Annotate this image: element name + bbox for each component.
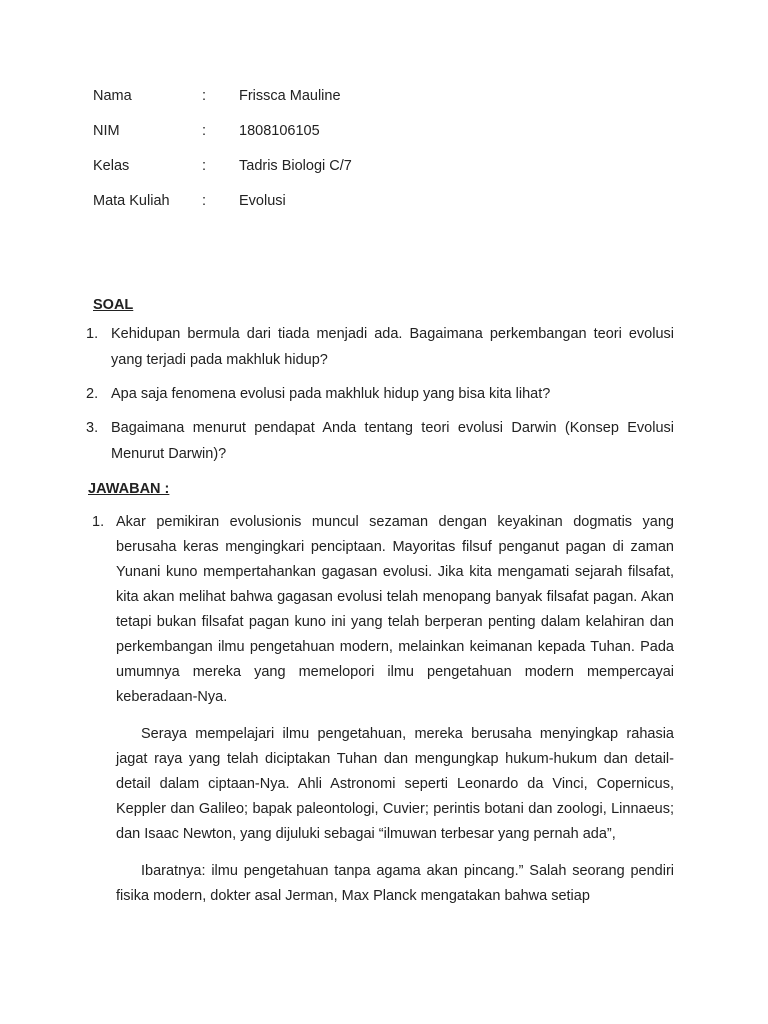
question-number: 3.: [86, 420, 99, 436]
question-text: Bagaimana menurut pendapat Anda tentang teori evolusi Darwin (Konsep Evolusi Menurut Darwin)?: [111, 420, 674, 462]
question-number: 2.: [86, 386, 99, 402]
identity-label: NIM: [93, 123, 120, 139]
identity-colon: :: [202, 193, 207, 209]
identity-label: Kelas: [93, 158, 130, 174]
question-item: [86, 381, 674, 407]
soal-heading: SOAL: [93, 297, 134, 313]
identity-row-mata-kuliah: [93, 191, 673, 226]
identity-value: Frissca Mauline: [239, 88, 341, 104]
answer-paragraph: Akar pemikiran evolusionis muncul sezaman dengan keyakinan dogmatis yang berusaha keras mengingkari penciptaan. Mayoritas filsuf penganut pagan di zaman Yunani kuno mempertahankan gagasan evolusi. Jika kita mengamati sejarah filsafat, kita akan melihat bahwa gagasan evolusi telah menopang banyak filsafat pagan. Akan tetapi bukan filsafat pagan kuno ini yang telah berperan penting dalam kelahiran dan perkembangan ilmu pengetahuan modern, melainkan keimanan kepada Tuhan. Pada umumnya mereka yang memelopori ilmu pengetahuan modern mempercayai keberadaan-Nya.: [116, 514, 674, 705]
question-list: [86, 321, 674, 475]
identity-colon: :: [202, 123, 207, 139]
answer-item: [92, 510, 674, 909]
identity-value: Tadris Biologi C/7: [239, 158, 352, 174]
identity-value: 1808106105: [239, 123, 320, 139]
answer-list: [92, 510, 674, 921]
identity-colon: :: [202, 88, 207, 104]
answer-number: 1.: [92, 514, 105, 530]
identity-colon: :: [202, 158, 207, 174]
identity-row-nim: [93, 121, 673, 156]
identity-row-nama: [93, 86, 673, 121]
identity-value: Evolusi: [239, 193, 286, 209]
answer-paragraph: Seraya mempelajari ilmu pengetahuan, mereka berusaha menyingkap rahasia jagat raya yang telah diciptakan Tuhan dan mengungkap hukum-hukum dan detail-detail dalam ciptaan-Nya. Ahli Astronomi seperti Leonardo da Vinci, Copernicus, Keppler dan Galileo; bapak paleontologi, Cuvier; perintis botani dan zoologi, Linnaeus; dan Isaac Newton, yang dijuluki sebagai “ilmuwan terbesar yang pernah ada”,: [116, 726, 674, 842]
question-text: Apa saja fenomena evolusi pada makhluk hidup yang bisa kita lihat?: [111, 386, 551, 402]
question-item: [86, 415, 674, 467]
question-text: Kehidupan bermula dari tiada menjadi ada. Bagaimana perkembangan teori evolusi yang terjadi pada makhluk hidup?: [111, 326, 674, 368]
question-item: [86, 321, 674, 373]
answer-paragraph: Ibaratnya: ilmu pengetahuan tanpa agama akan pincang.” Salah seorang pendiri fisika modern, dokter asal Jerman, Max Planck mengatakan bahwa setiap: [116, 863, 674, 904]
identity-label: Mata Kuliah: [93, 193, 170, 209]
identity-row-kelas: [93, 156, 673, 191]
question-number: 1.: [86, 326, 99, 342]
identity-block: [93, 86, 673, 226]
identity-label: Nama: [93, 88, 132, 104]
jawaban-heading: JAWABAN :: [88, 481, 170, 497]
